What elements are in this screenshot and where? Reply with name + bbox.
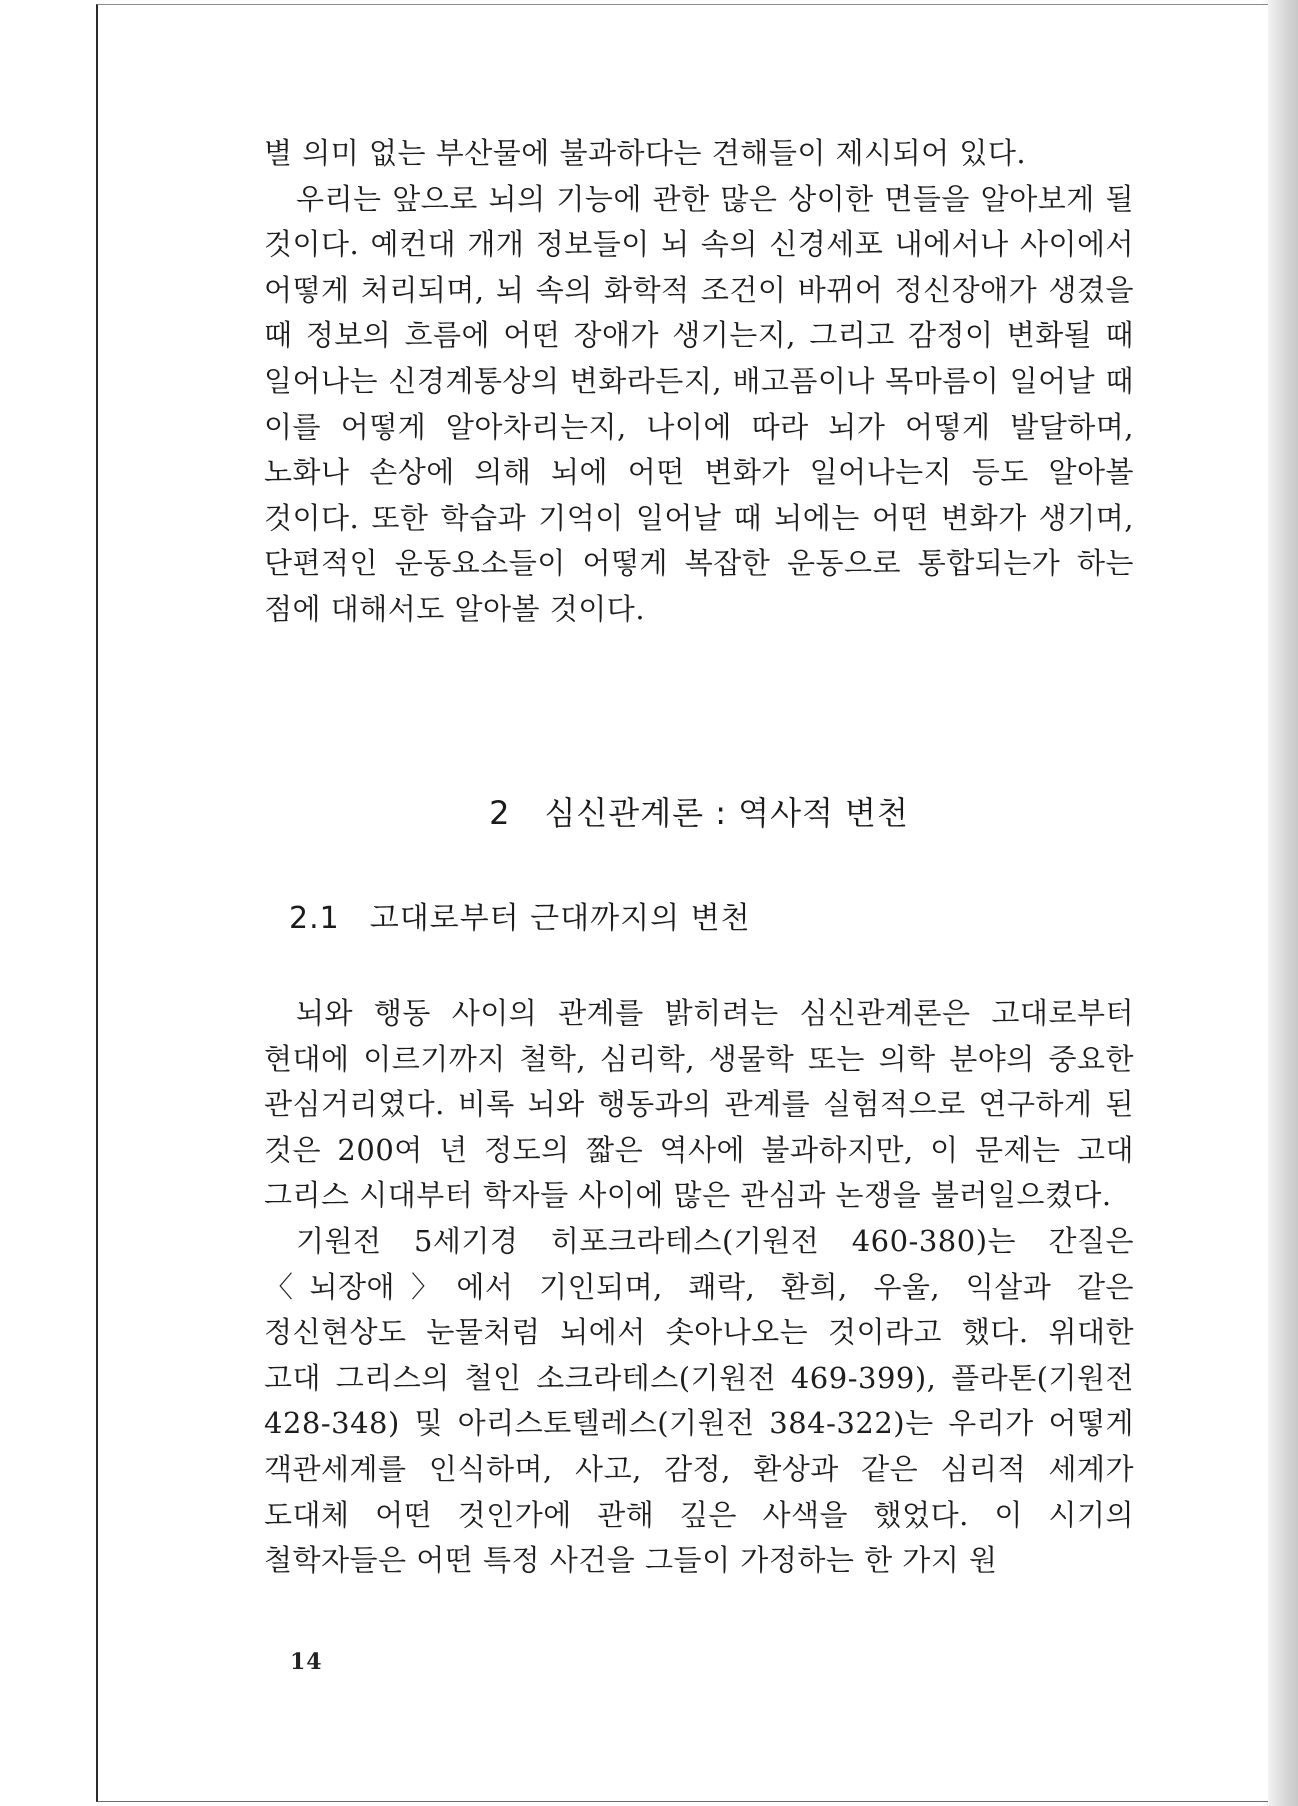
paragraph: 기원전 5세기경 히포크라테스(기원전 460-380)는 간질은 〈뇌장애〉에서 기인되며, 쾌락, 환희, 우울, 익살과 같은 정신현상도 눈물처럼 뇌에서 솟아나오는 것이라고 했다. 위대한 고대 그리스의 철인 소크라테스(기원전 469-399), 플라톤(기원전 428-348) 및 아리스토텔레스(기원전 384-322)는 우리가 어떻게 객관세계를 인식하며, 사고, 감정, 환상과 같은 심리적 세계가 도대체 어떤 것인가에 관해 깊은 사색을 했었다. 이 시기의 철학자들은 어떤 특정 사건을 그들이 가정하는 한 가지 원 [264,1223,1134,1578]
page-number: 14 [290,1649,323,1675]
subsection-number: 2.1 [289,901,340,936]
subsection-title: 고대로부터 근대까지의 변천 [369,901,751,936]
paragraph: 우리는 앞으로 뇌의 기능에 관한 많은 상이한 면들을 알아보게 될 것이다. 예컨대 개개 정보들이 뇌 속의 신경세포 내에서나 사이에서 어떻게 처리되며, 뇌 속의 화학적 조건이 바뀌어 정신장애가 생겼을 때 정보의 흐름에 어떤 장애가 생기는지, 그리고 감정이 변화될 때 일어나는 신경계통상의 변화라든지, 배고픔이나 목마름이 일어날 때 이를 어떻게 알아차리는지, 나이에 따라 뇌가 어떻게 발달하며, 노화나 손상에 의해 뇌에 어떤 변화가 일어나는지 등도 알아볼 것이다. 또한 학습과 기억이 일어날 때 뇌에는 어떤 변화가 생기며, 단편적인 운동요소들이 어떻게 복잡한 운동으로 통합되는가 하는 점에 대해서도 알아볼 것이다. [264,181,1134,626]
paragraph: 뇌와 행동 사이의 관계를 밝히려는 심신관계론은 고대로부터 현대에 이르기까지 철학, 심리학, 생물학 또는 의학 분야의 중요한 관심거리였다. 비록 뇌와 행동과의 관계를 실험적으로 연구하게 된 것은 200여 년 정도의 짧은 역사에 불과하지만, 이 문제는 고대 그리스 시대부터 학자들 사이에 많은 관심과 논쟁을 불러일으켰다. [264,996,1134,1213]
section-heading [264,788,1134,834]
section-number: 2 [489,794,511,832]
subsection-heading [289,893,751,937]
section-title: 심신관계론 : 역사적 변천 [544,794,909,832]
paragraph: 별 의미 없는 부산물에 불과하다는 견해들이 제시되어 있다. [264,136,1027,170]
body-text-bottom [264,991,1134,1584]
body-text-top [264,131,1134,633]
